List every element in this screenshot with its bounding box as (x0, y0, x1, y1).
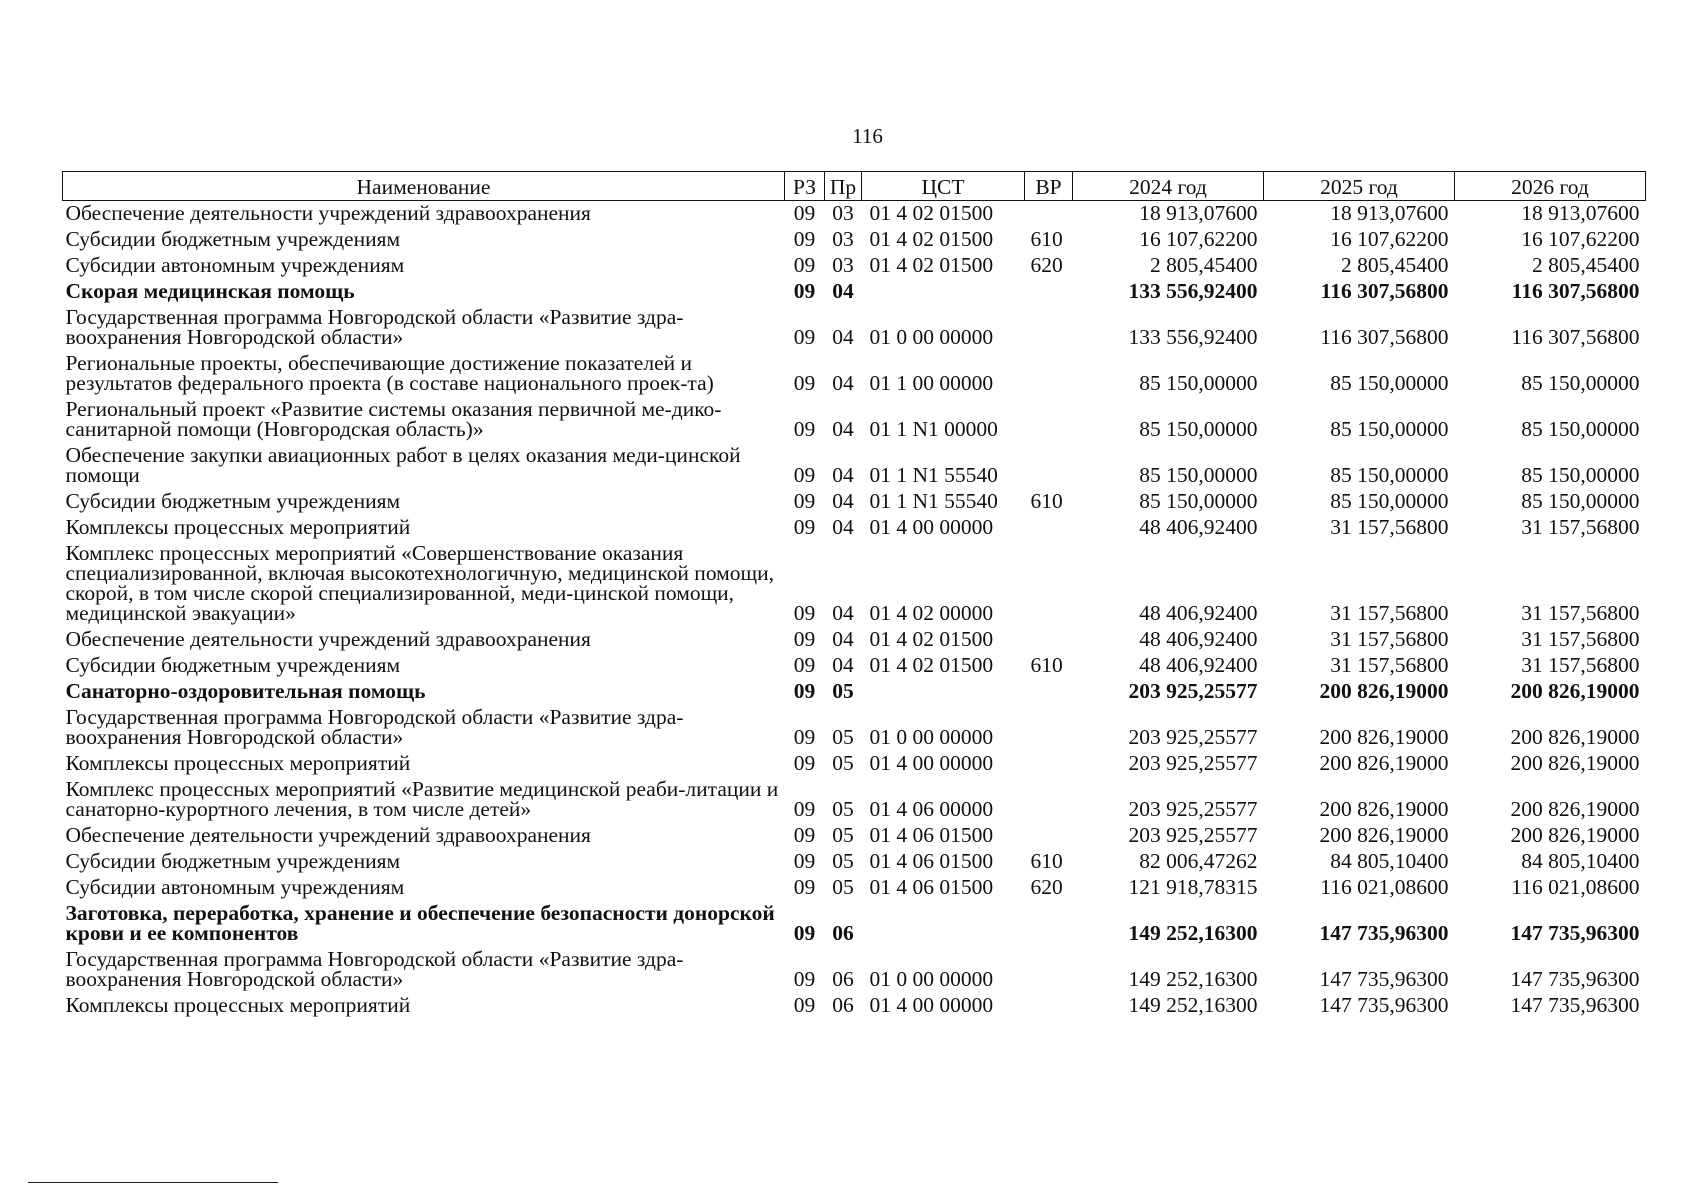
page-number: 116 (852, 124, 883, 148)
cell-y2024: 121 918,78315 (1128, 875, 1258, 899)
cell-rz: 09 (793, 823, 816, 847)
cell-name: Заготовка, переработка, хранение и обеспечение безопасности донорской крови и ее компонентов (65, 901, 775, 945)
cell-vr: 610 (1030, 849, 1063, 873)
cell-vr (1025, 901, 1073, 947)
cell-cst: 01 0 00 00000 (869, 725, 994, 749)
cell-y2026: 18 913,07600 (1521, 201, 1640, 225)
cell-pr: 04 (832, 417, 854, 441)
cell-y2024: 85 150,00000 (1139, 489, 1258, 513)
cell-cst: 01 4 06 01500 (869, 849, 994, 873)
cell-cst: 01 4 02 01500 (869, 253, 994, 277)
cell-rz: 09 (793, 967, 816, 991)
cell-cst: 01 1 N1 00000 (869, 417, 998, 441)
cell-y2026: 116 307,56800 (1511, 279, 1640, 303)
cell-cst: 01 4 06 01500 (869, 823, 994, 847)
cell-cst: 01 4 00 00000 (869, 993, 994, 1017)
cell-y2024: 48 406,92400 (1139, 515, 1258, 539)
cell-y2026: 147 735,96300 (1510, 993, 1640, 1017)
cell-name: Субсидии бюджетным учреждениям (65, 849, 401, 873)
cell-pr: 06 (832, 993, 854, 1017)
header-2025: 2025 год (1264, 172, 1455, 201)
cell-y2025: 200 826,19000 (1319, 797, 1449, 821)
cell-name: Санаторно-оздоровительная помощь (65, 679, 426, 703)
cell-y2025: 31 157,56800 (1330, 653, 1449, 677)
cell-y2024: 203 925,25577 (1128, 823, 1258, 847)
cell-vr (1025, 397, 1073, 443)
table-row (63, 397, 1646, 443)
cell-y2024: 203 925,25577 (1128, 797, 1258, 821)
cell-y2024: 82 006,47262 (1139, 849, 1258, 873)
table-row (63, 653, 1646, 679)
cell-name: Обеспечение деятельности учреждений здравоохранения (65, 627, 591, 651)
table-row (63, 823, 1646, 849)
cell-y2026: 200 826,19000 (1510, 823, 1640, 847)
budget-table (62, 171, 1646, 1019)
cell-name: Обеспечение деятельности учреждений здравоохранения (65, 823, 591, 847)
header-vr: ВР (1025, 172, 1073, 201)
cell-rz: 09 (793, 279, 816, 303)
cell-pr: 04 (832, 515, 854, 539)
cell-pr: 05 (832, 849, 854, 873)
cell-y2024: 2 805,45400 (1150, 253, 1258, 277)
cell-y2026: 200 826,19000 (1510, 797, 1640, 821)
cell-vr: 620 (1030, 253, 1063, 277)
header-pr: Пр (825, 172, 862, 201)
cell-name: Государственная программа Новгородской области «Развитие здра-воохранения Новгородской области» (65, 305, 684, 349)
cell-vr (1025, 541, 1073, 627)
cell-name: Субсидии бюджетным учреждениям (65, 227, 401, 251)
cell-cst: 01 1 N1 55540 (869, 463, 998, 487)
cell-name: Комплексы процессных мероприятий (65, 993, 411, 1017)
cell-name: Комплексы процессных мероприятий (65, 751, 411, 775)
cell-y2025: 31 157,56800 (1330, 627, 1449, 651)
cell-rz: 09 (793, 601, 816, 625)
cell-rz: 09 (793, 653, 816, 677)
cell-rz: 09 (793, 875, 816, 899)
cell-y2025: 16 107,62200 (1330, 227, 1449, 251)
cell-y2025: 85 150,00000 (1330, 463, 1449, 487)
table-row (63, 849, 1646, 875)
table-row (63, 627, 1646, 653)
cell-y2026: 31 157,56800 (1521, 601, 1640, 625)
cell-rz: 09 (793, 515, 816, 539)
cell-pr: 05 (832, 875, 854, 899)
table-row (63, 279, 1646, 305)
table-row (63, 947, 1646, 993)
cell-vr: 610 (1030, 489, 1063, 513)
table-row (63, 777, 1646, 823)
table-row (63, 875, 1646, 901)
cell-y2025: 85 150,00000 (1330, 371, 1449, 395)
cell-cst: 01 4 06 01500 (869, 875, 994, 899)
table-row (63, 751, 1646, 777)
cell-cst: 01 4 06 00000 (869, 797, 994, 821)
cell-vr (1025, 823, 1073, 849)
cell-y2026: 147 735,96300 (1510, 967, 1640, 991)
table-body (63, 201, 1646, 1020)
cell-pr: 03 (832, 201, 854, 225)
cell-cst: 01 4 02 01500 (869, 201, 994, 225)
cell-y2026: 85 150,00000 (1521, 489, 1640, 513)
cell-y2024: 203 925,25577 (1128, 725, 1258, 749)
cell-name: Субсидии бюджетным учреждениям (65, 653, 401, 677)
cell-cst: 01 1 00 00000 (869, 371, 994, 395)
cell-y2025: 116 021,08600 (1320, 875, 1449, 899)
cell-y2026: 147 735,96300 (1510, 921, 1640, 945)
cell-y2026: 2 805,45400 (1532, 253, 1640, 277)
cell-y2026: 31 157,56800 (1521, 515, 1640, 539)
cell-y2024: 203 925,25577 (1128, 751, 1258, 775)
cell-y2026: 31 157,56800 (1521, 627, 1640, 651)
cell-y2026: 85 150,00000 (1521, 463, 1640, 487)
cell-y2026: 200 826,19000 (1510, 725, 1640, 749)
cell-y2024: 85 150,00000 (1139, 417, 1258, 441)
table-row (63, 305, 1646, 351)
cell-y2024: 85 150,00000 (1139, 463, 1258, 487)
cell-rz: 09 (793, 417, 816, 441)
cell-name: Субсидии бюджетным учреждениям (65, 489, 401, 513)
cell-vr (1025, 993, 1073, 1019)
cell-y2025: 200 826,19000 (1319, 679, 1449, 703)
cell-y2025: 31 157,56800 (1330, 601, 1449, 625)
cell-y2025: 200 826,19000 (1319, 725, 1449, 749)
table-row (63, 443, 1646, 489)
cell-rz: 09 (793, 325, 816, 349)
cell-vr (1025, 679, 1073, 705)
cell-rz: 09 (793, 463, 816, 487)
cell-cst: 01 0 00 00000 (869, 325, 994, 349)
cell-rz: 09 (793, 201, 816, 225)
cell-name: Комплекс процессных мероприятий «Совершенствование оказания специализированной, включая высокотехнологичную, медицинской помощи, скорой, в том числе скорой специализированной, меди-цинской помощи, медицинской эвакуации» (65, 541, 774, 625)
cell-y2024: 16 107,62200 (1139, 227, 1258, 251)
cell-name: Государственная программа Новгородской области «Развитие здра-воохранения Новгородской области» (65, 947, 684, 991)
cell-vr (1025, 751, 1073, 777)
header-2026: 2026 год (1455, 172, 1646, 201)
cell-pr: 04 (832, 279, 854, 303)
cell-cst: 01 4 00 00000 (869, 751, 994, 775)
cell-y2025: 200 826,19000 (1319, 823, 1449, 847)
cell-y2024: 149 252,16300 (1128, 967, 1258, 991)
cell-rz: 09 (793, 921, 816, 945)
cell-y2024: 149 252,16300 (1128, 993, 1258, 1017)
cell-y2024: 48 406,92400 (1139, 627, 1258, 651)
cell-rz: 09 (793, 725, 816, 749)
footnote-rule (28, 1182, 278, 1183)
header-2024: 2024 год (1073, 172, 1264, 201)
header-cst: ЦСТ (862, 172, 1025, 201)
cell-vr (1025, 351, 1073, 397)
cell-y2026: 31 157,56800 (1521, 653, 1640, 677)
cell-rz: 09 (793, 849, 816, 873)
cell-name: Скорая медицинская помощь (65, 279, 355, 303)
cell-name: Комплексы процессных мероприятий (65, 515, 411, 539)
cell-pr: 06 (832, 921, 854, 945)
cell-name: Региональный проект «Развитие системы оказания первичной ме-дико-санитарной помощи (Новгородская область)» (65, 397, 722, 441)
cell-vr (1025, 705, 1073, 751)
cell-y2026: 85 150,00000 (1521, 417, 1640, 441)
cell-pr: 03 (832, 253, 854, 277)
cell-y2026: 200 826,19000 (1510, 679, 1640, 703)
cell-rz: 09 (793, 797, 816, 821)
cell-name: Субсидии автономным учреждениям (65, 875, 405, 899)
cell-y2024: 85 150,00000 (1139, 371, 1258, 395)
cell-y2025: 85 150,00000 (1330, 417, 1449, 441)
cell-y2025: 2 805,45400 (1341, 253, 1449, 277)
cell-vr (1025, 627, 1073, 653)
table-row (63, 227, 1646, 253)
table-row (63, 993, 1646, 1019)
cell-vr: 620 (1030, 875, 1063, 899)
cell-y2025: 116 307,56800 (1320, 325, 1449, 349)
table-row (63, 489, 1646, 515)
cell-cst (862, 679, 1025, 705)
cell-rz: 09 (793, 627, 816, 651)
cell-y2025: 116 307,56800 (1320, 279, 1449, 303)
table-row (63, 351, 1646, 397)
cell-y2024: 149 252,16300 (1128, 921, 1258, 945)
cell-vr (1025, 443, 1073, 489)
cell-pr: 04 (832, 653, 854, 677)
cell-name: Комплекс процессных мероприятий «Развитие медицинской реаби-литации и санаторно-курортного лечения, в том числе детей» (65, 777, 779, 821)
cell-rz: 09 (793, 371, 816, 395)
table-row (63, 541, 1646, 627)
cell-y2026: 200 826,19000 (1510, 751, 1640, 775)
cell-vr (1025, 305, 1073, 351)
cell-vr (1025, 515, 1073, 541)
header-name: Наименование (63, 172, 785, 201)
cell-pr: 05 (832, 751, 854, 775)
cell-y2026: 16 107,62200 (1521, 227, 1640, 251)
cell-y2024: 133 556,92400 (1128, 279, 1258, 303)
cell-y2025: 147 735,96300 (1319, 967, 1449, 991)
table-row (63, 253, 1646, 279)
cell-pr: 05 (832, 725, 854, 749)
cell-y2025: 31 157,56800 (1330, 515, 1449, 539)
cell-y2024: 48 406,92400 (1139, 653, 1258, 677)
table-header-row (63, 172, 1646, 201)
cell-pr: 05 (832, 823, 854, 847)
cell-pr: 05 (832, 679, 854, 703)
cell-cst: 01 0 00 00000 (869, 967, 994, 991)
cell-y2026: 85 150,00000 (1521, 371, 1640, 395)
cell-name: Обеспечение деятельности учреждений здравоохранения (65, 201, 591, 225)
cell-pr: 04 (832, 627, 854, 651)
cell-pr: 04 (832, 325, 854, 349)
cell-rz: 09 (793, 679, 816, 703)
table-row (63, 679, 1646, 705)
cell-y2026: 84 805,10400 (1521, 849, 1640, 873)
cell-name: Субсидии автономным учреждениям (65, 253, 405, 277)
table-row (63, 515, 1646, 541)
cell-y2026: 116 021,08600 (1511, 875, 1640, 899)
cell-pr: 05 (832, 797, 854, 821)
cell-name: Государственная программа Новгородской области «Развитие здра-воохранения Новгородской области» (65, 705, 684, 749)
cell-vr: 610 (1030, 653, 1063, 677)
cell-y2024: 203 925,25577 (1128, 679, 1258, 703)
cell-name: Обеспечение закупки авиационных работ в целях оказания меди-цинской помощи (65, 443, 741, 487)
cell-pr: 04 (832, 489, 854, 513)
cell-rz: 09 (793, 489, 816, 513)
cell-vr (1025, 777, 1073, 823)
cell-y2026: 116 307,56800 (1511, 325, 1640, 349)
cell-pr: 04 (832, 463, 854, 487)
header-rz: РЗ (785, 172, 825, 201)
cell-y2025: 200 826,19000 (1319, 751, 1449, 775)
table-row (63, 901, 1646, 947)
cell-y2024: 18 913,07600 (1139, 201, 1258, 225)
cell-vr (1025, 201, 1073, 228)
cell-cst: 01 4 02 01500 (869, 653, 994, 677)
cell-cst (862, 279, 1025, 305)
cell-y2024: 48 406,92400 (1139, 601, 1258, 625)
cell-name: Региональные проекты, обеспечивающие достижение показателей и результатов федерального проекта (в составе национального проек-та) (65, 351, 714, 395)
cell-pr: 04 (832, 601, 854, 625)
cell-y2025: 84 805,10400 (1330, 849, 1449, 873)
cell-y2025: 147 735,96300 (1319, 921, 1449, 945)
cell-cst: 01 4 00 00000 (869, 515, 994, 539)
cell-vr (1025, 279, 1073, 305)
cell-pr: 06 (832, 967, 854, 991)
cell-y2025: 18 913,07600 (1330, 201, 1449, 225)
cell-y2024: 133 556,92400 (1128, 325, 1258, 349)
cell-rz: 09 (793, 993, 816, 1017)
cell-pr: 04 (832, 371, 854, 395)
cell-rz: 09 (793, 253, 816, 277)
cell-y2025: 85 150,00000 (1330, 489, 1449, 513)
cell-vr (1025, 947, 1073, 993)
cell-cst: 01 1 N1 55540 (869, 489, 998, 513)
cell-cst: 01 4 02 01500 (869, 627, 994, 651)
cell-y2025: 147 735,96300 (1319, 993, 1449, 1017)
table-row (63, 201, 1646, 228)
cell-cst: 01 4 02 00000 (869, 601, 994, 625)
cell-pr: 03 (832, 227, 854, 251)
cell-cst: 01 4 02 01500 (869, 227, 994, 251)
table-row (63, 705, 1646, 751)
cell-rz: 09 (793, 751, 816, 775)
cell-cst (862, 901, 1025, 947)
cell-vr: 610 (1030, 227, 1063, 251)
cell-rz: 09 (793, 227, 816, 251)
